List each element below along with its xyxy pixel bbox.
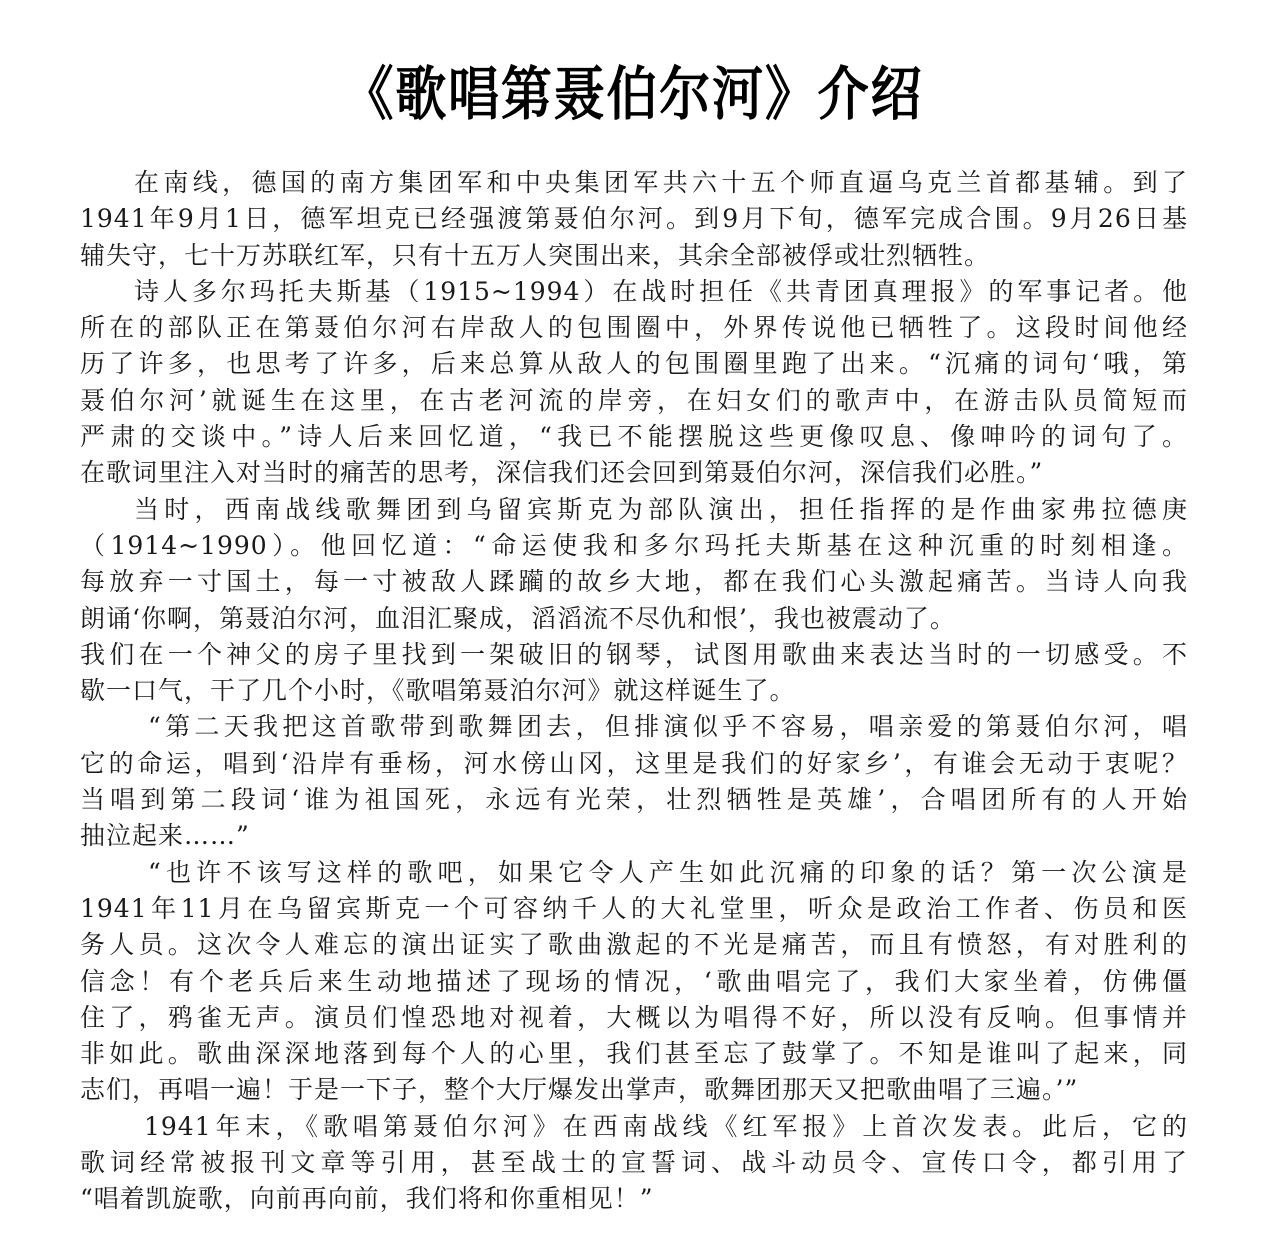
- text-line: 辅失守，七十万苏联红军，只有十五万人突围出来，其余全部被俘或壮烈牺牲。: [80, 240, 991, 270]
- text-line: 歇一口气，干了几个小时，《歌唱第聂泊尔河》就这样诞生了。: [80, 676, 796, 706]
- text-line: 抽泣起来……”: [80, 821, 250, 851]
- text-line: 非如此。歌曲深深地落到每个人的心里，我们甚至忘了鼓掌了。不知是谁叫了起来，同: [80, 1039, 1188, 1069]
- paragraph: [80, 1109, 1188, 1218]
- paragraph: [80, 637, 1188, 710]
- paragraph: [80, 165, 1188, 274]
- text-line: 务人员。这次令人难忘的演出证实了歌曲激起的不光是痛苦，而且有愤怒，有对胜利的: [80, 930, 1188, 960]
- text-line: 每放弃一寸国土，每一寸被敌人蹂躏的故乡大地，都在我们心头激起痛苦。当诗人向我: [80, 567, 1188, 597]
- text-line: 历了许多，也思考了许多，后来总算从敌人的包围圈里跑了出来。“沉痛的词句‘哦，第: [80, 349, 1188, 379]
- text-line: 志们，再唱一遍！于是一下子，整个大厅爆发出掌声，歌舞团那天又把歌曲唱了三遍。’”: [80, 1075, 1079, 1105]
- text-line: 当时，西南战线歌舞团到乌留宾斯克为部队演出，担任指挥的是作曲家弗拉德庚: [134, 494, 1188, 524]
- text-line: 聂伯尔河’就诞生在这里，在古老河流的岸旁，在妇女们的歌声中，在游击队员简短而: [80, 385, 1188, 415]
- paragraph: [80, 274, 1188, 492]
- text-line: 诗人多尔玛托夫斯基（1915~1994）在战时担任《共青团真理报》的军事记者。他: [134, 276, 1188, 306]
- text-line: 在歌词里注入对当时的痛苦的思考，深信我们还会回到第聂伯尔河，深信我们必胜。”: [80, 458, 1044, 488]
- text-line: 在南线，德国的南方集团军和中央集团军共六十五个师直逼乌克兰首都基辅。到了: [134, 168, 1188, 197]
- text-line: 信念！有个老兵后来生动地描述了现场的情况，‘歌曲唱完了，我们大家坐着，仿佛僵: [80, 966, 1188, 996]
- text-line: “第二天我把这首歌带到歌舞团去，但排演似乎不容易，唱亲爱的第聂伯尔河，唱: [148, 712, 1188, 742]
- text-line: 它的命运，唱到‘沿岸有垂杨，河水傍山冈，这里是我们的好家乡’，有谁会无动于衷呢？: [80, 748, 1188, 778]
- text-line: 1941年11月在乌留宾斯克一个可容纳千人的大礼堂里，听众是政治工作者、伤员和医: [80, 893, 1188, 923]
- text-line: 1941年末，《歌唱第聂伯尔河》在西南战线《红军报》上首次发表。此后，它的: [144, 1111, 1188, 1141]
- text-line: （1914~1990）。他回忆道：“命运使我和多尔玛托夫斯基在这种沉重的时刻相逢。: [80, 530, 1188, 560]
- text-line: 住了，鸦雀无声。演员们惶恐地对视着，大概以为唱得不好，所以没有反响。但事情并: [80, 1002, 1188, 1032]
- text-line: 1941年9月1日，德军坦克已经强渡第聂伯尔河。到9月下旬，德军完成合围。9月26日基: [80, 204, 1188, 234]
- paragraph: [80, 709, 1188, 854]
- text-line: 所在的部队正在第聂伯尔河右岸敌人的包围圈中，外界传说他已牺牲了。这段时间他经: [80, 313, 1188, 343]
- paragraph: [80, 492, 1188, 637]
- text-line: 当唱到第二段词‘谁为祖国死，永远有光荣，壮烈牺牲是英雄’，合唱团所有的人开始: [80, 785, 1188, 815]
- page-title: 《歌唱第聂伯尔河》介绍: [342, 60, 924, 128]
- article-body: [80, 165, 1188, 1218]
- text-line: 严肃的交谈中。”诗人后来回忆道，“我已不能摆脱这些更像叹息、像呻吟的词句了。: [80, 422, 1188, 452]
- paragraph: [80, 855, 1188, 1109]
- text-line: 我们在一个神父的房子里找到一架破旧的钢琴，试图用歌曲来表达当时的一切感受。不: [80, 639, 1188, 669]
- text-line: “唱着凯旋歌，向前再向前，我们将和你重相见！”: [80, 1184, 654, 1214]
- text-line: 歌词经常被报刊文章等引用，甚至战士的宣誓词、战斗动员令、宣传口令，都引用了: [80, 1148, 1188, 1178]
- text-line: “也许不该写这样的歌吧，如果它令人产生如此沉痛的印象的话？第一次公演是: [148, 857, 1188, 887]
- text-line: 朗诵‘你啊，第聂泊尔河，血泪汇聚成，滔滔流不尽仇和恨’，我也被震动了。: [80, 603, 956, 633]
